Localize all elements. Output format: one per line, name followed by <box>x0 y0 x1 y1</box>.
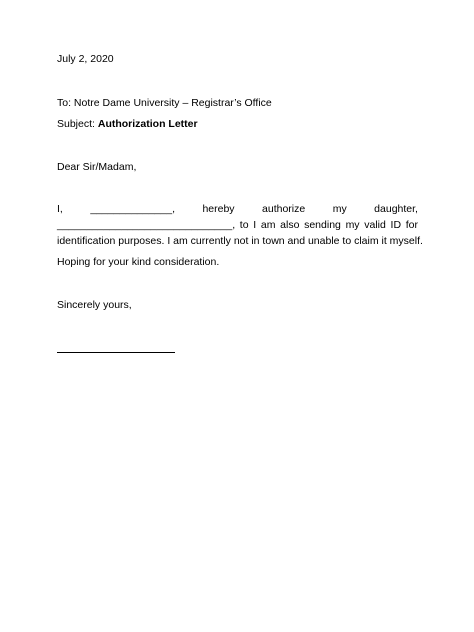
body-word: daughter, <box>374 203 418 215</box>
body-line-2 <box>57 218 418 234</box>
salutation: Dear Sir/Madam, <box>57 161 137 173</box>
daughter-name-blank: ______________________________, <box>57 219 236 231</box>
recipient-line: To: Notre Dame University – Registrar’s Office <box>57 97 272 109</box>
subject-line <box>57 117 198 132</box>
body-word: I, <box>57 203 63 215</box>
body-line-1 <box>57 202 418 218</box>
body-word: my <box>332 203 347 215</box>
signature-line <box>57 352 175 353</box>
letter-date: July 2, 2020 <box>57 53 114 65</box>
body-word: I <box>253 219 257 231</box>
body-word: also <box>280 219 300 231</box>
hoping-line: Hoping for your kind consideration. <box>57 256 220 268</box>
subject-prefix: Subject: <box>57 118 98 130</box>
body-word: my <box>345 219 360 231</box>
body-word: hereby <box>202 203 235 215</box>
body-word: am <box>260 219 276 231</box>
name-blank: ______________, <box>90 203 175 215</box>
body-word: for <box>405 219 418 231</box>
body-word: valid <box>364 219 386 231</box>
body-word: sending <box>304 219 341 231</box>
body-word: to <box>239 219 249 231</box>
body-paragraph <box>57 202 423 250</box>
body-word: authorize <box>262 203 306 215</box>
body-word: ID <box>390 219 402 231</box>
subject-title: Authorization Letter <box>97 118 198 130</box>
closing-line: Sincerely yours, <box>57 299 132 311</box>
body-line-3: identification purposes. I am currently not in town and unable to claim it myself. <box>57 235 423 247</box>
